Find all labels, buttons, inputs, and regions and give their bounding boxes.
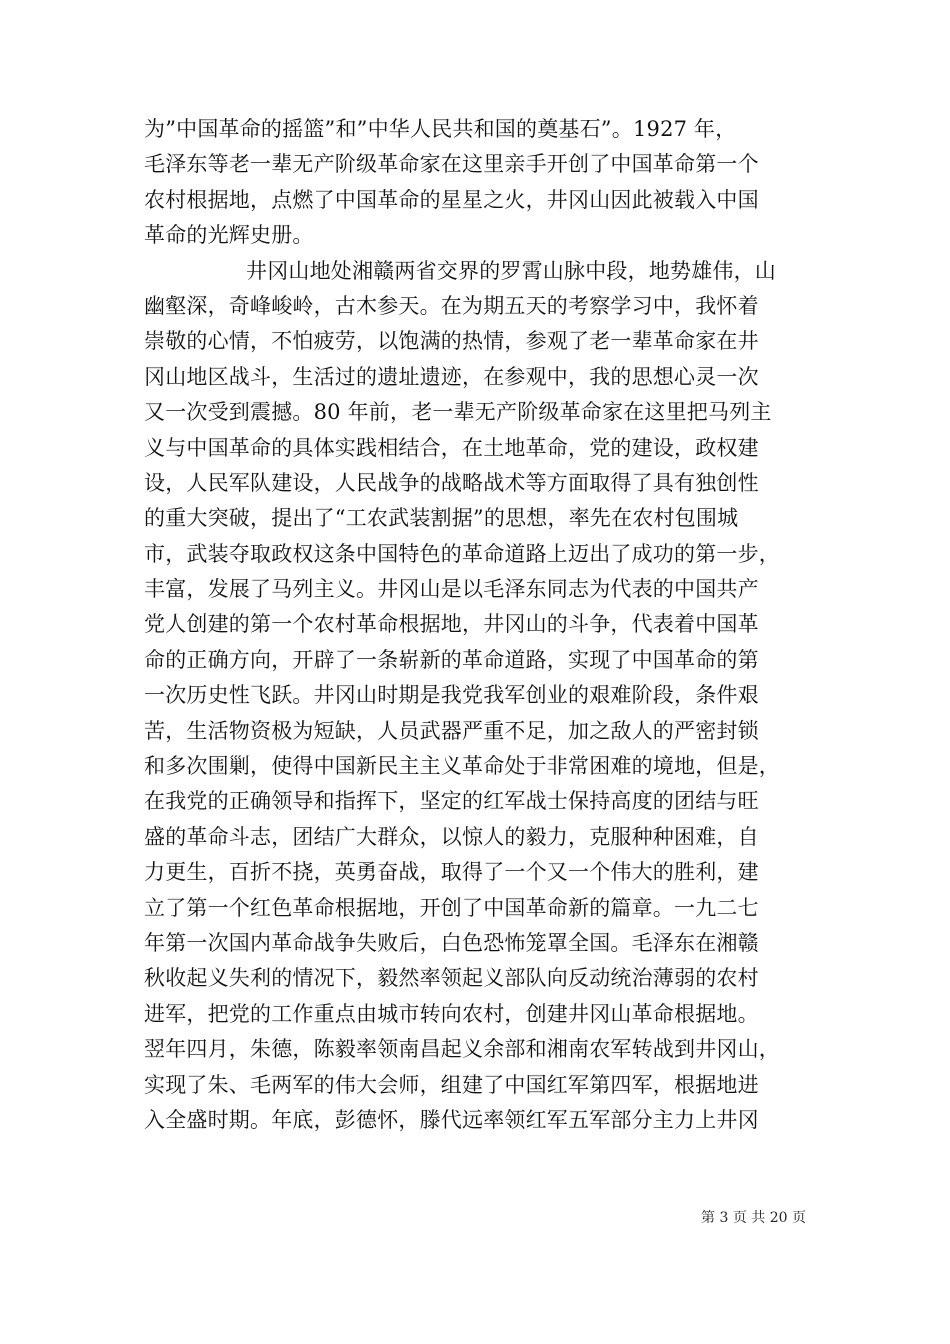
text-line: 井冈山地处湘赣两省交界的罗霄山脉中段，地势雄伟，山 [246,258,776,283]
text-line: 盛的革命斗志，团结广大群众，以惊人的毅力，克服种种困难，自 [144,824,759,849]
text-line: 秋收起义失利的情况下，毅然率领起义部队向反动统治薄弱的农村 [144,966,759,991]
text-line: 冈山地区战斗，生活过的遗址遗迹，在参观中，我的思想心灵一次 [144,364,759,389]
text-line: 又一次受到震撼。80 年前，老一辈无产阶级革命家在这里把马列主 [144,400,772,425]
text-line: 农村根据地，点燃了中国革命的星星之火，井冈山因此被载入中国 [144,187,759,212]
text-line: 为”中国革命的摇篮”和”中华人民共和国的奠基石”。1927 年， [144,117,737,141]
text-line: 党人创建的第一个农村革命根据地，井冈山的斗争，代表着中国革 [144,612,759,637]
text-line: 的重大突破，提出了“工农武装割据”的思想，率先在农村包围城 [144,506,739,531]
document-body [144,112,814,1138]
text-line: 义与中国革命的具体实践相结合，在土地革命，党的建设，政权建 [144,435,759,460]
page-number: 第 3 页 共 20 页 [701,1210,806,1226]
text-line: 实现了朱、毛两军的伟大会师，组建了中国红军第四军，根据地进 [144,1072,759,1097]
text-line: 力更生，百折不挠，英勇奋战，取得了一个又一个伟大的胜利，建 [144,860,759,885]
text-line: 年第一次国内革命战争失败后，白色恐怖笼罩全国。毛泽东在湘赣 [144,930,759,955]
paragraph-2 [144,254,814,1139]
text-line: 入全盛时期。年底，彭德怀，滕代远率领红军五军部分主力上井冈 [144,1107,759,1132]
paragraph-1 [144,112,814,254]
text-line: 崇敬的心情，不怕疲劳，以饱满的热情，参观了老一辈革命家在井 [144,329,759,354]
text-line: 苦，生活物资极为短缺，人员武器严重不足，加之敌人的严密封锁 [144,718,759,743]
text-line: 幽壑深，奇峰峻岭，古木参天。在为期五天的考察学习中，我怀着 [144,293,759,318]
page-footer [0,1208,950,1228]
text-line: 命的正确方向，开辟了一条崭新的革命道路，实现了中国革命的第 [144,647,759,672]
text-line: 翌年四月，朱德，陈毅率领南昌起义余部和湘南农军转战到井冈山， [144,1037,780,1062]
text-line: 丰富，发展了马列主义。井冈山是以毛泽东同志为代表的中国共产 [144,577,759,602]
text-line: 一次历史性飞跃。井冈山时期是我党我军创业的艰难阶段，条件艰 [144,683,759,708]
text-line: 市，武装夺取政权这条中国特色的革命道路上迈出了成功的第一步， [144,541,780,566]
text-line: 和多次围剿，使得中国新民主主义革命处于非常困难的境地，但是， [144,754,780,779]
text-line: 毛泽东等老一辈无产阶级革命家在这里亲手开创了中国革命第一个 [144,152,759,177]
text-line: 设，人民军队建设，人民战争的战略战术等方面取得了具有独创性 [144,470,759,495]
text-line: 进军，把党的工作重点由城市转向农村，创建井冈山革命根据地。 [144,1001,759,1026]
text-line: 革命的光辉史册。 [144,223,314,248]
text-line: 在我党的正确领导和指挥下，坚定的红军战士保持高度的团结与旺 [144,789,759,814]
text-line: 立了第一个红色革命根据地，开创了中国革命新的篇章。一九二七 [144,895,759,920]
